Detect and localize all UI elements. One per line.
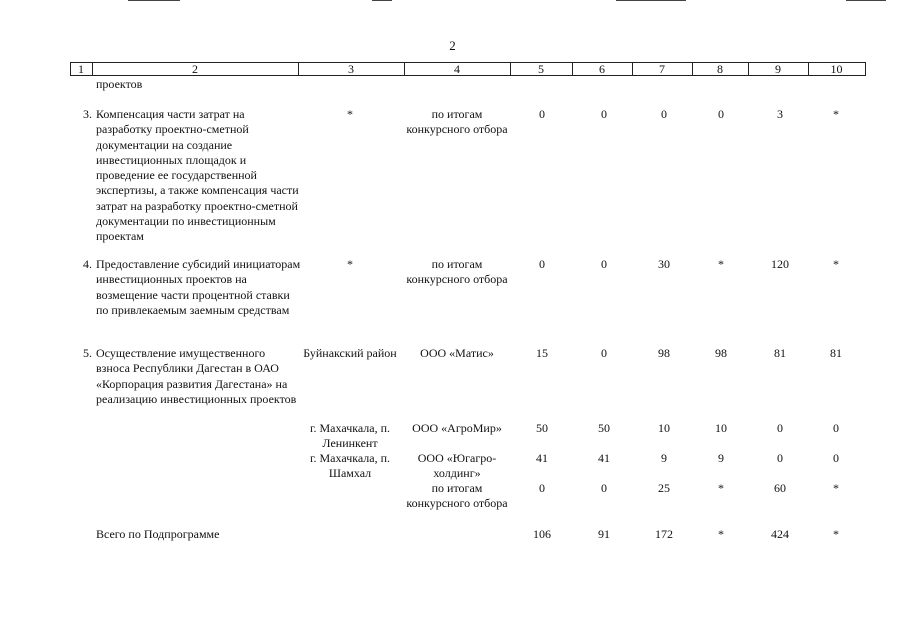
row-value-8: 0 [718, 107, 724, 121]
row-value-8: 10 [715, 421, 727, 435]
row-value-9: 60 [774, 481, 786, 495]
header-col-10: 10 [830, 62, 843, 76]
row-value-6: 0 [601, 346, 607, 360]
row-value-5: 0 [539, 107, 545, 121]
header-col-2: 2 [192, 62, 198, 76]
header-col-8: 8 [717, 62, 723, 76]
continuation-text: проектов [96, 77, 143, 91]
total-value-9: 424 [771, 527, 789, 541]
total-value-5: 106 [533, 527, 551, 541]
table-header-row [70, 62, 865, 76]
total-value-8: * [718, 527, 724, 541]
row-value-5: 0 [539, 481, 545, 495]
page-number: 2 [449, 38, 456, 53]
scan-mark [846, 0, 886, 1]
row-value-10: * [833, 257, 839, 271]
row-value-7: 0 [661, 107, 667, 121]
row-executor: ООО «Матис» [420, 346, 494, 360]
header-col-1: 1 [78, 62, 84, 76]
header-col-6: 6 [599, 62, 605, 76]
header-col-5: 5 [538, 62, 544, 76]
row-executor: по итогам конкурсного отбора [406, 107, 508, 137]
row-name: Предоставление субсидий инициаторам инвестиционных проектов на возмещение части процентной ставки по привлекаемым заемным средствам [96, 257, 301, 317]
total-label: Всего по Подпрограмме [96, 527, 220, 541]
row-value-9: 0 [777, 451, 783, 465]
row-number: 5. [83, 346, 92, 360]
row-value-9: 81 [774, 346, 786, 360]
row-value-8: 98 [715, 346, 727, 360]
row-value-7: 9 [661, 451, 667, 465]
row-value-9: 3 [777, 107, 783, 121]
scan-mark [372, 0, 392, 1]
row-value-8: * [718, 481, 724, 495]
row-value-8: * [718, 257, 724, 271]
header-col-7: 7 [659, 62, 665, 76]
row-value-5: 0 [539, 257, 545, 271]
header-col-3: 3 [348, 62, 354, 76]
row-value-7: 98 [658, 346, 670, 360]
row-place: * [347, 107, 353, 121]
row-value-5: 41 [536, 451, 548, 465]
row-value-7: 25 [658, 481, 670, 495]
row-name: Осуществление имущественного взноса Республики Дагестан в ОАО «Корпорация развития Дагестана» на реализацию инвестиционных проектов [96, 346, 297, 406]
row-value-10: 0 [833, 421, 839, 435]
row-number: 3. [83, 107, 92, 121]
row-value-6: 41 [598, 451, 610, 465]
row-name: Компенсация части затрат на разработку проектно-сметной документации на создание инвестиционных площадок и проведение ее государственной экспертизы, а также компенсация части затрат на разработку проектно-сметной документации по инвестиционным проектам [96, 107, 299, 244]
header-col-4: 4 [454, 62, 460, 76]
row-value-5: 50 [536, 421, 548, 435]
row-executor: по итогам конкурсного отбора [406, 481, 508, 511]
row-executor: ООО «АгроМир» [412, 421, 502, 435]
row-value-10: * [833, 107, 839, 121]
scan-mark [128, 0, 180, 1]
row-value-6: 0 [601, 107, 607, 121]
row-place: г. Махачкала, п. Ленинкент [309, 421, 391, 451]
header-col-9: 9 [775, 62, 781, 76]
row-value-6: 0 [601, 257, 607, 271]
row-value-6: 0 [601, 481, 607, 495]
row-value-8: 9 [718, 451, 724, 465]
row-value-7: 10 [658, 421, 670, 435]
row-place: г. Махачкала, п. Шамхал [309, 451, 391, 481]
row-value-6: 50 [598, 421, 610, 435]
row-executor: по итогам конкурсного отбора [406, 257, 508, 287]
row-value-10: 0 [833, 451, 839, 465]
row-place: Буйнакский район [303, 346, 397, 360]
scan-mark [616, 0, 686, 1]
total-value-7: 172 [655, 527, 673, 541]
row-executor: ООО «Югагро-холдинг» [417, 451, 497, 481]
row-place: * [347, 257, 353, 271]
total-value-10: * [833, 527, 839, 541]
row-value-5: 15 [536, 346, 548, 360]
total-value-6: 91 [598, 527, 610, 541]
row-value-9: 120 [771, 257, 789, 271]
row-number: 4. [83, 257, 92, 271]
row-value-10: 81 [830, 346, 842, 360]
row-value-10: * [833, 481, 839, 495]
row-value-7: 30 [658, 257, 670, 271]
row-value-9: 0 [777, 421, 783, 435]
